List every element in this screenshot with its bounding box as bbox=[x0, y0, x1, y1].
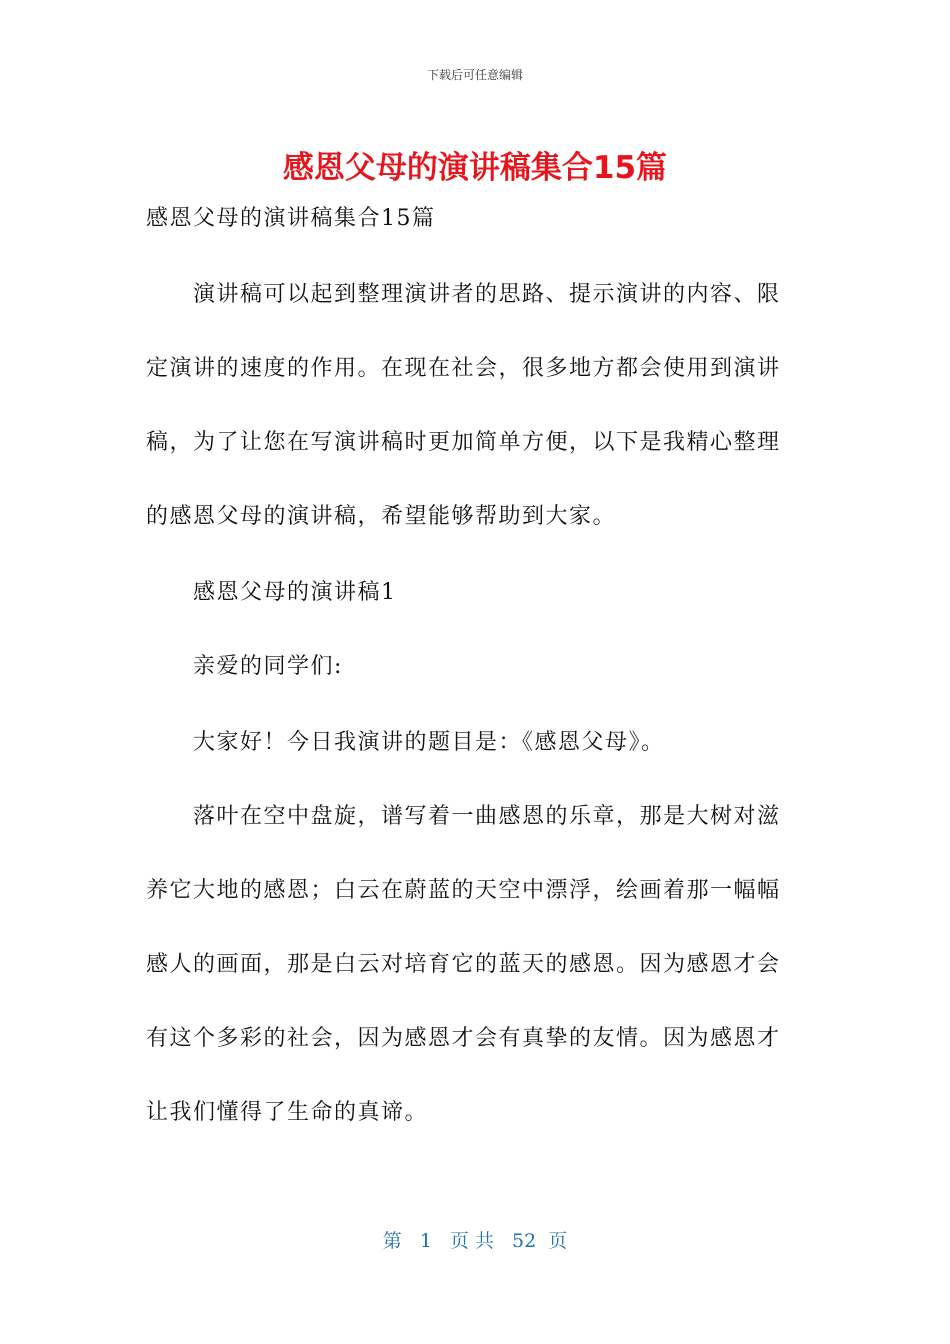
current-page-number: 1 bbox=[419, 1230, 432, 1252]
document-title: 感恩父母的演讲稿集合15篇 bbox=[282, 150, 668, 186]
footer-suffix: 页 bbox=[548, 1230, 568, 1252]
text-line: 定演讲的速度的作用。在现在社会，很多地方都会使用到演讲 bbox=[146, 356, 781, 381]
text-line: 亲爱的同学们: bbox=[146, 654, 343, 679]
text-line: 有这个多彩的社会，因为感恩才会有真挚的友情。因为感恩才 bbox=[146, 1026, 781, 1051]
footer-middle: 页 共 bbox=[449, 1230, 494, 1252]
text-line: 演讲稿可以起到整理演讲者的思路、提示演讲的内容、限 bbox=[146, 282, 781, 307]
footer-prefix: 第 bbox=[382, 1230, 402, 1252]
page-number-footer bbox=[0, 1226, 950, 1253]
text-line: 感人的画面，那是白云对培育它的蓝天的感恩。因为感恩才会 bbox=[146, 952, 781, 977]
page-header-note: 下载后可任意编辑 bbox=[426, 68, 523, 82]
text-line: 养它大地的感恩；白云在蔚蓝的天空中漂浮，绘画着那一幅幅 bbox=[146, 878, 781, 903]
text-line: 的感恩父母的演讲稿，希望能够帮助到大家。 bbox=[146, 504, 617, 529]
text-line: 落叶在空中盘旋，谱写着一曲感恩的乐章，那是大树对滋 bbox=[146, 804, 781, 829]
text-line: 大家好！今日我演讲的题目是：《感恩父母》。 bbox=[146, 730, 665, 755]
text-line: 稿，为了让您在写演讲稿时更加简单方便，以下是我精心整理 bbox=[146, 430, 781, 455]
total-page-count: 52 bbox=[512, 1230, 537, 1252]
text-line: 让我们懂得了生命的真谛。 bbox=[146, 1100, 429, 1125]
text-line: 感恩父母的演讲稿集合15篇 bbox=[146, 206, 436, 231]
text-line: 感恩父母的演讲稿1 bbox=[146, 580, 397, 605]
